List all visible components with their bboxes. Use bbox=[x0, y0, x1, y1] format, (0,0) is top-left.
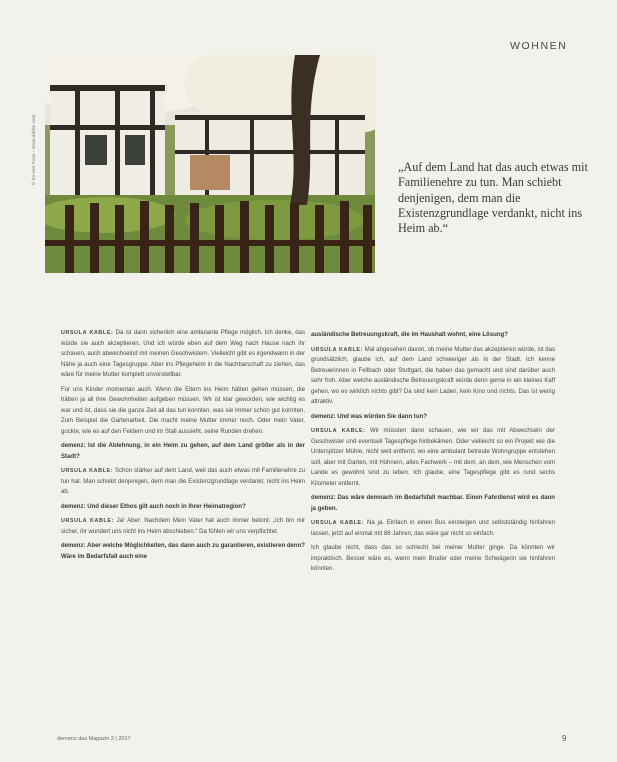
interview-question: demenz: Ist die Ablehnung, in ein Heim zu gehen, auf dem Land größer als in der Stadt? bbox=[61, 443, 305, 460]
speaker-label: URSULA KABLE: bbox=[61, 468, 114, 474]
speaker-label: URSULA KABLE: bbox=[311, 428, 366, 434]
answer-text: Ja! Aber: Nachdem Mein Vater hat auch immer betont: „Ich bin mir sicher, ihr wundert uns nicht ins Heim abschieben.“ Da fühlen wir uns verpflichtet. bbox=[61, 518, 305, 535]
interview-answer bbox=[61, 328, 305, 381]
interview-question: demenz: Und was würden Sie dann tun? bbox=[311, 413, 427, 420]
answer-text: Na ja. Einfach in einen Bus einsteigen und selbstständig hinfahren lassen, jetzt auf einmal mit 86 Jahren, das wäre gar nicht so einfach. bbox=[311, 520, 555, 537]
answer-text: Da ist dann sicherlich eine ambulante Pflege möglich. Ich denke, das würde sie auch akzeptieren. Und ich würde eben auf dem Weg nach Hause nach ihr schauen, auch abwechselnd mit meinen Geschwistern. Vielleicht gibt es irgendwann in der Nähe ja auch eine Tagesgruppe. Aber ins Pflegeheim in die Nachbarschaft zu ziehen, das wäre für meine Mutter komplett unvorstellbar. bbox=[61, 330, 306, 378]
left-column bbox=[61, 328, 305, 566]
interview-question: ausländische Betreuungskraft, die im Haushalt wohnt, eine Lösung? bbox=[311, 332, 508, 338]
speaker-label: URSULA KABLE: bbox=[61, 518, 114, 524]
page-number: 9 bbox=[562, 734, 567, 743]
interview-question: demenz: Das wäre demnach im Bedarfsfall machbar. Einen Fahrdienst wird es dann ja geben. bbox=[311, 495, 555, 512]
body-paragraph: Ich glaube nicht, dass das so schlecht bei meiner Mutter ginge. Da könnten wir impraktisch. Besser wäre es, wenn mein Bruder oder meine Schwägerin sie hinfahren könnten. bbox=[311, 545, 555, 572]
interview-answer bbox=[61, 466, 305, 498]
speaker-label: URSULA KABLE: bbox=[311, 520, 365, 526]
photo-credit: © Ka Hoe Foon – stock.adobe.com bbox=[31, 114, 36, 185]
farmhouse-illustration bbox=[45, 55, 375, 273]
body-paragraph: Für uns Kinder momentan auch. Wenn die Eltern ins Heim hätten gehen müssen, die hätten ja all ihre Gewohnheiten aufgeben müssen. Wir ist klar geworden, wie wichtig es war und ist, dass sie die ganze Zeit all das tun konnten, was sie immer schon gut konnten. Zum Beispiel die Gartenarbeit. Die macht meine Mutter immer noch. Oder mein Vater, guckte, wie es auf den Feldern und im Stall aussieht, seine Runden drehen. bbox=[61, 386, 305, 435]
answer-text: Wir müssten dann schauen, wie wir das mit Abwechseln der Geschwister und eventuell Tagespflege hinbekämen. Oder vielleicht so ein Projekt wie die Unterspitzer Mühle, nicht weit entfernt, wo eine ambulant betreute Wohngruppe entstehen soll, aber mit Garten, mit Hühnern, altes Fachwerk – mit dem, an dem, wie Menschen vom Lande es gewohnt sind zu leben. Ich glaube, eine Tagespflege gibt es rund sechs Kilometer entfernt. bbox=[311, 428, 555, 487]
interview-answer bbox=[311, 518, 555, 539]
section-label: WOHNEN bbox=[510, 40, 568, 52]
answer-text: Schon stärker auf dem Land, weil das auch etwas mit Familienehre zu tun hat. Man schiebt denjenigen, dem man die Existenzgrundlage verdankt, nicht ins Heim ab. bbox=[61, 468, 306, 495]
interview-answer bbox=[61, 516, 305, 537]
farmhouse-photo bbox=[45, 55, 375, 273]
speaker-label: URSULA KABLE: bbox=[61, 330, 114, 336]
footer-magazine: demenz das Magazin 3 | 2017 bbox=[57, 736, 131, 742]
pull-quote: „Auf dem Land hat das auch etwas mit Familienehre zu tun. Man schiebt denjenigen, dem man die Existenzgrundlage verdankt, nicht ins Heim ab.“ bbox=[398, 160, 588, 236]
interview-question: demenz: Und dieser Ethos gilt auch noch in Ihrer Heimatregion? bbox=[61, 503, 246, 510]
answer-text: Mal abgesehen davon, ob meine Mutter das akzeptieren würde, ist das grundsätzlich, glaube ich, auf dem Land schwieriger als in der Stadt. Ich kenne Betreuerinnen in Fellbach oder Stuttgart, die haben das gemacht und sind darüber auch sehr froh. Aber welche ausländische Betreuungskraft würde denn gerne in ein kleines Kaff gehen, wo es wirklich nichts gibt? Da sind kein Laden, kein Kino und nichts. Das ist wenig attraktiv. bbox=[311, 346, 555, 405]
speaker-label: URSULA KABLE: bbox=[311, 346, 363, 353]
interview-question: demenz: Aber welche Möglichkeiten, das dann auch zu garantieren, existieren denn? Wäre im Bedarfsfall auch eine bbox=[61, 543, 305, 560]
right-column bbox=[311, 330, 555, 579]
interview-answer bbox=[311, 345, 555, 408]
interview-answer bbox=[311, 426, 555, 489]
